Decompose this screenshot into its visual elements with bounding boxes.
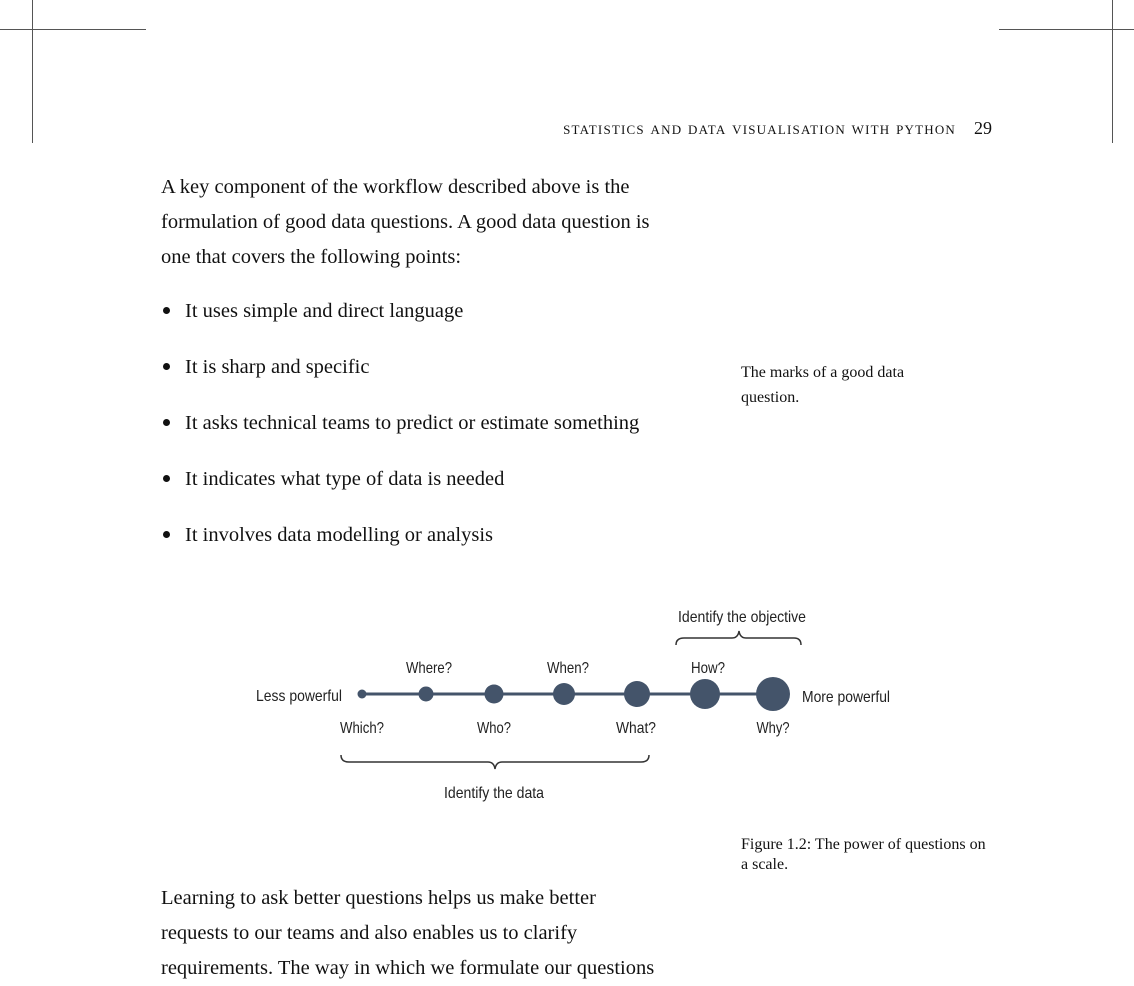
page-number: 29 (974, 118, 992, 138)
node-label-who: Who? (477, 720, 512, 737)
list-item-text: It involves data modelling or analysis (185, 524, 494, 546)
node-what (624, 681, 650, 707)
node-label-what: What? (616, 720, 657, 737)
list-item-text: It asks technical teams to predict or estimate something (185, 412, 640, 434)
bullet-list (161, 294, 639, 574)
node-how (690, 679, 720, 709)
list-item (161, 350, 639, 406)
text-line: A key component of the workflow described above is the (161, 176, 630, 198)
list-item (161, 406, 639, 462)
figure-caption: Figure 1.2: The power of questions on a scale. (741, 836, 986, 873)
node-label-which: Which? (340, 720, 385, 737)
text-line: requests to our teams and also enables us to clarify (161, 922, 578, 944)
text-line: requirements. The way in which we formulate our questions (161, 957, 655, 979)
less-powerful-label: Less powerful (256, 688, 342, 705)
list-item-text: It is sharp and specific (185, 356, 370, 378)
intro-paragraph (161, 170, 721, 275)
closing-paragraph (161, 881, 721, 986)
text-line: formulation of good data questions. A good data question is (161, 211, 650, 233)
bullet-icon (163, 363, 170, 370)
data-label: Identify the data (444, 785, 545, 802)
crop-mark-top-left-v (32, 0, 33, 143)
crop-mark-top-right-h (999, 29, 1134, 30)
node-who (485, 685, 504, 704)
running-title: statistics and data visualisation with python (563, 118, 956, 138)
bullet-icon (163, 531, 170, 538)
node-why (756, 677, 790, 711)
data-bracket (341, 755, 649, 769)
margin-note: The marks of a good data question. (741, 364, 905, 406)
bullet-icon (163, 307, 170, 314)
bullet-icon (163, 475, 170, 482)
node-label-when: When? (547, 660, 590, 677)
node-when (553, 683, 575, 705)
list-item-text: It indicates what type of data is needed (185, 468, 505, 490)
list-item (161, 518, 639, 574)
list-item (161, 462, 639, 518)
objective-label: Identify the objective (678, 609, 807, 626)
text-line: one that covers the following points: (161, 246, 462, 268)
running-head (430, 118, 992, 139)
node-which (358, 690, 367, 699)
questions-scale-diagram (240, 600, 920, 810)
list-item-text: It uses simple and direct language (185, 300, 464, 322)
node-label-why: Why? (756, 720, 790, 737)
node-label-where: Where? (406, 660, 453, 677)
more-powerful-label: More powerful (802, 689, 890, 706)
bullet-icon (163, 419, 170, 426)
node-label-how: How? (691, 660, 726, 677)
list-item (161, 294, 639, 350)
crop-mark-top-left-h (0, 29, 146, 30)
text-line: Learning to ask better questions helps us make better (161, 887, 596, 909)
objective-bracket (676, 631, 801, 645)
crop-mark-top-right-v (1112, 0, 1113, 143)
node-where (419, 687, 434, 702)
